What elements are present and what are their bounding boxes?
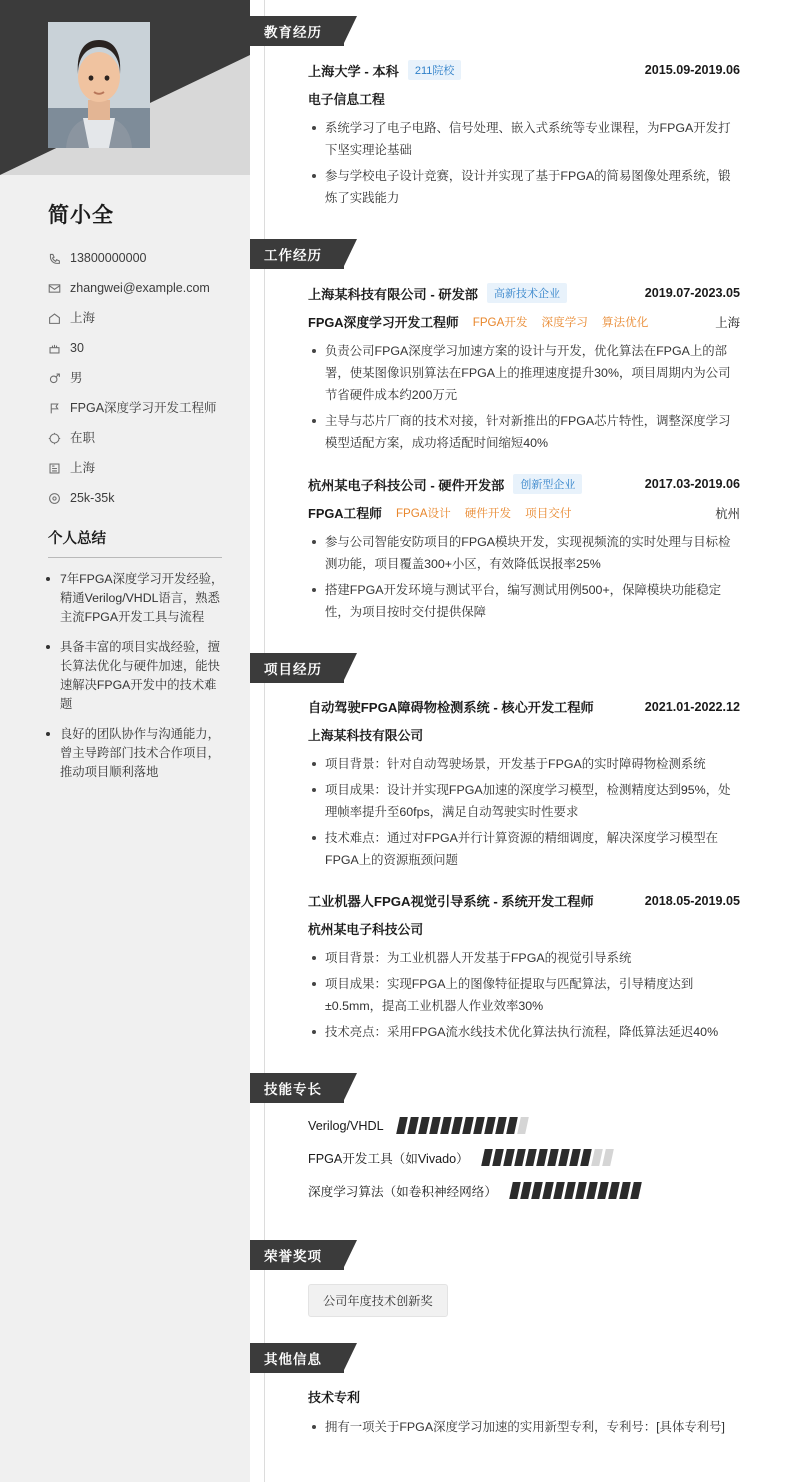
- contact-item-gender: [48, 371, 230, 386]
- status-icon: [48, 432, 61, 445]
- contact-value: 30: [70, 341, 84, 355]
- contact-value: 在职: [70, 431, 96, 445]
- skill-bar: [547, 1149, 559, 1166]
- skill-bar: [396, 1117, 408, 1134]
- others-subtitle: 技术专利: [308, 1390, 361, 1405]
- job-title: FPGA深度学习开发工程师: [308, 315, 459, 330]
- project-entry: [308, 891, 740, 1043]
- skill-bar: [536, 1149, 548, 1166]
- skill-bar: [586, 1182, 598, 1199]
- skill-tag: 硬件开发: [464, 506, 512, 520]
- education-entry: [308, 60, 740, 209]
- skill-bar: [591, 1149, 603, 1166]
- skill-bar: [517, 1117, 529, 1134]
- project-company: 杭州某电子科技公司: [308, 922, 424, 937]
- skill-bar: [608, 1182, 620, 1199]
- skill-bar: [597, 1182, 609, 1199]
- date-range: 2015.09-2019.06: [644, 63, 740, 77]
- section-education: [250, 0, 794, 223]
- skill-row: [308, 1181, 740, 1200]
- section-title-education: 教育经历: [250, 16, 344, 46]
- project-company: 上海某科技有限公司: [308, 728, 424, 743]
- others-bullets: [308, 1416, 740, 1438]
- contact-value: FPGA深度学习开发工程师: [70, 401, 217, 415]
- company-name: 杭州某电子科技公司 - 硬件开发部: [308, 477, 505, 493]
- skill-bar: [569, 1149, 581, 1166]
- skill-row: [308, 1117, 740, 1134]
- date-range: 2018.05-2019.05: [644, 893, 740, 908]
- skill-bar: [525, 1149, 537, 1166]
- skill-bar: [473, 1117, 485, 1134]
- contact-item-location: [48, 311, 230, 326]
- summary-list: [0, 570, 250, 782]
- section-title-honors: 荣誉奖项: [250, 1240, 344, 1270]
- skill-label: 深度学习算法（如卷积神经网络）: [308, 1185, 497, 1199]
- skill-bar: [481, 1149, 493, 1166]
- job-city: 杭州: [715, 506, 740, 521]
- skill-bar: [630, 1182, 642, 1199]
- skill-bar: [553, 1182, 565, 1199]
- skill-row: [308, 1148, 740, 1167]
- mail-icon: [48, 282, 61, 295]
- honor-chip: 公司年度技术创新奖: [308, 1284, 448, 1317]
- contact-item-status: [48, 431, 230, 446]
- contact-list: [0, 251, 250, 506]
- education-bullets: [308, 117, 740, 209]
- status-badge: 高新技术企业: [487, 283, 567, 303]
- skill-level-bars: [511, 1182, 640, 1199]
- contact-value: 上海: [70, 311, 96, 325]
- list-item: 7年FPGA深度学习开发经验，精通Verilog/VHDL语言，熟悉主流FPGA开发工具与流程: [60, 570, 224, 627]
- section-honors: [250, 1224, 794, 1327]
- list-item: 参与公司智能安防项目的FPGA模块开发，实现视频流的实时处理与目标检测功能，项目覆盖300+小区，有效降低误报率25%: [325, 531, 740, 575]
- location-icon: [48, 312, 61, 325]
- work-bullets: [308, 340, 740, 454]
- cake-icon: [48, 342, 61, 355]
- skill-bar: [514, 1149, 526, 1166]
- list-item: 项目成果：设计并实现FPGA加速的深度学习模型，检测精度达到95%，处理帧率提升至60fps，满足自动驾驶实时性要求: [325, 779, 740, 823]
- list-item: 系统学习了电子电路、信号处理、嵌入式系统等专业课程，为FPGA开发打下坚实理论基础: [325, 117, 740, 161]
- skill-level-bars: [483, 1149, 612, 1166]
- project-name: 工业机器人FPGA视觉引导系统 - 系统开发工程师: [308, 894, 594, 909]
- summary-title: 个人总结: [48, 531, 106, 547]
- main-content: [250, 0, 794, 1482]
- section-title-others: 其他信息: [250, 1343, 344, 1373]
- skill-bar: [503, 1149, 515, 1166]
- project-name: 自动驾驶FPGA障碍物检测系统 - 核心开发工程师: [308, 700, 594, 715]
- contact-item-salary: [48, 491, 230, 506]
- project-entry: [308, 697, 740, 871]
- status-badge: 211院校: [408, 60, 462, 80]
- skill-bar: [619, 1182, 631, 1199]
- flag-icon: [48, 402, 61, 415]
- list-item: 主导与芯片厂商的技术对接，针对新推出的FPGA芯片特性，调整深度学习模型适配方案，成功将适配时间缩短40%: [325, 410, 740, 454]
- status-badge: 创新型企业: [513, 474, 582, 494]
- list-item: 拥有一项关于FPGA深度学习加速的实用新型专利，专利号：[具体专利号]: [325, 1416, 740, 1438]
- skill-bar: [564, 1182, 576, 1199]
- skill-bar: [484, 1117, 496, 1134]
- list-item: 项目背景：为工业机器人开发基于FPGA的视觉引导系统: [325, 947, 740, 969]
- skill-bar: [602, 1149, 614, 1166]
- major-name: 电子信息工程: [308, 92, 385, 107]
- section-projects: [250, 637, 794, 1057]
- salary-icon: [48, 492, 61, 505]
- list-item: 技术难点：通过对FPGA并行计算资源的精细调度，解决深度学习模型在FPGA上的资源瓶颈问题: [325, 827, 740, 871]
- date-range: 2017.03-2019.06: [644, 477, 740, 491]
- contact-item-mail: [48, 281, 230, 296]
- skill-level-bars: [398, 1117, 527, 1134]
- contact-item-city: [48, 461, 230, 476]
- list-item: 项目成果：实现FPGA上的图像特征提取与匹配算法，引导精度达到±0.5mm，提高工业机器人作业效率30%: [325, 973, 740, 1017]
- section-title-work: 工作经历: [250, 239, 344, 269]
- contact-value: 男: [70, 371, 83, 385]
- section-title-projects: 项目经历: [250, 653, 344, 683]
- city-icon: [48, 462, 61, 475]
- job-city: 上海: [715, 315, 740, 330]
- skill-bar: [542, 1182, 554, 1199]
- list-item: 参与学校电子设计竞赛，设计并实现了基于FPGA的简易图像处理系统，锻炼了实践能力: [325, 165, 740, 209]
- list-item: 项目背景：针对自动驾驶场景，开发基于FPGA的实时障碍物检测系统: [325, 753, 740, 775]
- list-item: 具备丰富的项目实战经验，擅长算法优化与硬件加速，能快速解决FPGA开发中的技术难题: [60, 638, 224, 714]
- avatar: [48, 22, 150, 148]
- candidate-name: 简小全: [48, 204, 114, 227]
- skill-bar: [440, 1117, 452, 1134]
- work-bullets: [308, 531, 740, 623]
- project-bullets: [308, 947, 740, 1043]
- list-item: 负责公司FPGA深度学习加速方案的设计与开发，优化算法在FPGA上的部署，使某图像识别算法在FPGA上的推理速度提升30%，项目周期内为公司节省硬件成本约200万元: [325, 340, 740, 406]
- contact-value: zhangwei@example.com: [70, 281, 210, 295]
- avatar-photo-icon: [48, 22, 150, 148]
- contact-value: 13800000000: [70, 251, 147, 265]
- list-item: 搭建FPGA开发环境与测试平台，编写测试用例500+，保障模块功能稳定性，为项目按时交付提供保障: [325, 579, 740, 623]
- skill-bar: [580, 1149, 592, 1166]
- summary-divider: [48, 557, 222, 558]
- section-others: [250, 1327, 794, 1452]
- skill-bar: [418, 1117, 430, 1134]
- skill-bar: [520, 1182, 532, 1199]
- skill-tag: FPGA开发: [472, 315, 528, 329]
- phone-icon: [48, 252, 61, 265]
- skill-tag: FPGA设计: [395, 506, 451, 520]
- skill-bar: [506, 1117, 518, 1134]
- section-skills: [250, 1057, 794, 1224]
- sidebar-header: [0, 0, 250, 175]
- contact-value: 25k-35k: [70, 491, 115, 505]
- skill-label: FPGA开发工具（如Vivado）: [308, 1152, 469, 1166]
- section-title-skills: 技能专长: [250, 1073, 344, 1103]
- skill-bar: [495, 1117, 507, 1134]
- contact-item-phone: [48, 251, 230, 266]
- contact-value: 上海: [70, 461, 96, 475]
- date-range: 2021.01-2022.12: [644, 699, 740, 714]
- company-name: 上海某科技有限公司 - 研发部: [308, 286, 478, 302]
- contact-item-position: [48, 401, 230, 416]
- contact-item-age: [48, 341, 230, 356]
- skill-bar: [509, 1182, 521, 1199]
- skill-bar: [462, 1117, 474, 1134]
- skill-bar: [407, 1117, 419, 1134]
- skill-bar: [451, 1117, 463, 1134]
- work-entry: [308, 474, 740, 623]
- project-bullets: [308, 753, 740, 871]
- sidebar: [0, 0, 250, 1482]
- gender-icon: [48, 372, 61, 385]
- date-range: 2019.07-2023.05: [644, 286, 740, 300]
- skill-bar: [531, 1182, 543, 1199]
- work-entry: [308, 283, 740, 454]
- list-item: 技术亮点：采用FPGA流水线技术优化算法执行流程，降低算法延迟40%: [325, 1021, 740, 1043]
- skill-label: Verilog/VHDL: [308, 1118, 384, 1133]
- section-work: [250, 223, 794, 637]
- skill-bar: [429, 1117, 441, 1134]
- skill-tag: 算法优化: [601, 315, 649, 329]
- school-name: 上海大学 - 本科: [308, 63, 399, 79]
- list-item: 良好的团队协作与沟通能力，曾主导跨部门技术合作项目，推动项目顺利落地: [60, 725, 224, 782]
- job-title: FPGA工程师: [308, 506, 382, 521]
- skill-bar: [575, 1182, 587, 1199]
- skill-bar: [558, 1149, 570, 1166]
- skill-tag: 深度学习: [541, 315, 588, 329]
- skill-bar: [492, 1149, 504, 1166]
- skill-tag: 项目交付: [525, 506, 572, 520]
